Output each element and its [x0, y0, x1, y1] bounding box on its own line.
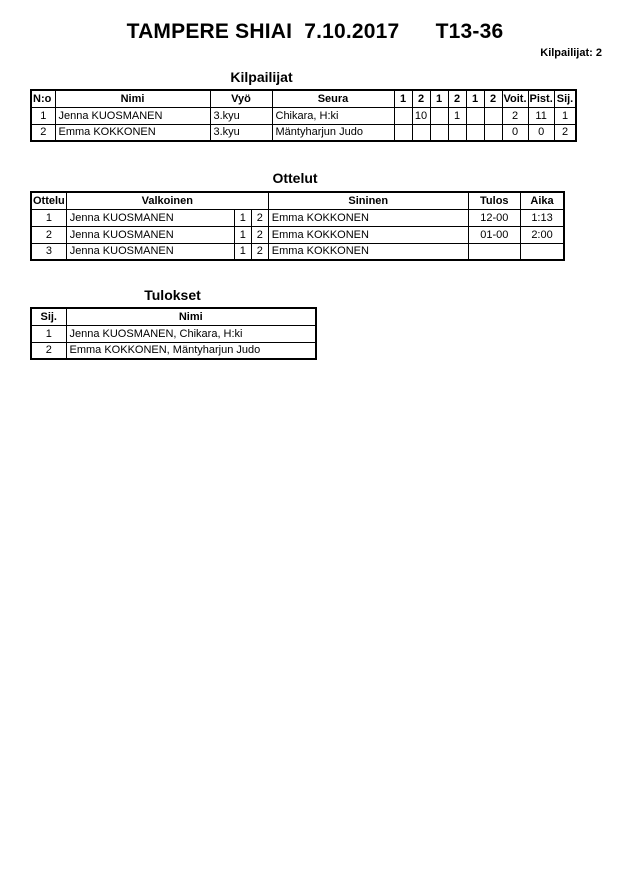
tulokset-heading: Tulokset [144, 287, 201, 303]
cell-score [412, 124, 430, 141]
table-row [31, 325, 316, 342]
cell-voit: 0 [502, 124, 528, 141]
cell-time: 2:00 [520, 226, 564, 243]
cell-no: 1 [31, 107, 55, 124]
cell-result: 01-00 [468, 226, 520, 243]
cell-result [468, 243, 520, 260]
col-header-score-4: 2 [448, 90, 466, 107]
col-header-score-1: 1 [394, 90, 412, 107]
col-header-no: N:o [31, 90, 55, 107]
cell-white-name: Jenna KUOSMANEN [66, 209, 234, 226]
cell-vyo: 3.kyu [210, 107, 272, 124]
cell-sij: 2 [554, 124, 576, 141]
table-row [31, 124, 576, 141]
ottelut-header-row [31, 192, 564, 209]
col-header-aika: Aika [520, 192, 564, 209]
col-header-voit: Voit. [502, 90, 528, 107]
cell-voit: 2 [502, 107, 528, 124]
cell-match-no: 1 [31, 209, 66, 226]
cell-seura: Chikara, H:ki [272, 107, 394, 124]
cell-result-name: Emma KOKKONEN, Mäntyharjun Judo [66, 342, 316, 359]
cell-score [430, 107, 448, 124]
kilpailijat-heading: Kilpailijat [230, 69, 293, 85]
col-header-nimi: Nimi [55, 90, 210, 107]
cell-blue-name: Emma KOKKONEN [268, 209, 468, 226]
ottelut-heading: Ottelut [272, 170, 318, 186]
cell-nimi: Jenna KUOSMANEN [55, 107, 210, 124]
cell-nimi: Emma KOKKONEN [55, 124, 210, 141]
cell-match-no: 2 [31, 226, 66, 243]
col-header-tulos: Tulos [468, 192, 520, 209]
cell-seura: Mäntyharjun Judo [272, 124, 394, 141]
cell-blue-no: 2 [251, 226, 268, 243]
cell-time [520, 243, 564, 260]
competitor-count: Kilpailijat: 2 [540, 47, 602, 59]
cell-score [466, 107, 484, 124]
col-header-score-6: 2 [484, 90, 502, 107]
tulokset-table [30, 307, 317, 360]
col-header-nimi: Nimi [66, 308, 316, 325]
col-header-pist: Pist. [528, 90, 554, 107]
cell-score [466, 124, 484, 141]
cell-sij: 1 [554, 107, 576, 124]
cell-result-name: Jenna KUOSMANEN, Chikara, H:ki [66, 325, 316, 342]
table-row [31, 107, 576, 124]
col-header-seura: Seura [272, 90, 394, 107]
cell-score: 10 [412, 107, 430, 124]
tulokset-header-row [31, 308, 316, 325]
cell-placement: 2 [31, 342, 66, 359]
cell-score [484, 107, 502, 124]
kilpailijat-header-row [31, 90, 576, 107]
cell-no: 2 [31, 124, 55, 141]
cell-blue-name: Emma KOKKONEN [268, 243, 468, 260]
col-header-score-2: 2 [412, 90, 430, 107]
cell-blue-no: 2 [251, 209, 268, 226]
cell-blue-name: Emma KOKKONEN [268, 226, 468, 243]
cell-score: 1 [448, 107, 466, 124]
cell-white-no: 1 [234, 209, 251, 226]
cell-score [394, 107, 412, 124]
col-header-sij: Sij. [31, 308, 66, 325]
table-row [31, 209, 564, 226]
col-header-ottelu: Ottelu [31, 192, 66, 209]
col-header-score-5: 1 [466, 90, 484, 107]
cell-white-name: Jenna KUOSMANEN [66, 226, 234, 243]
col-header-valkoinen: Valkoinen [66, 192, 268, 209]
cell-vyo: 3.kyu [210, 124, 272, 141]
cell-score [430, 124, 448, 141]
cell-white-no: 1 [234, 243, 251, 260]
col-header-sij: Sij. [554, 90, 576, 107]
col-header-sininen: Sininen [268, 192, 468, 209]
cell-score [394, 124, 412, 141]
table-row [31, 342, 316, 359]
cell-white-name: Jenna KUOSMANEN [66, 243, 234, 260]
table-row [31, 243, 564, 260]
cell-placement: 1 [31, 325, 66, 342]
cell-white-no: 1 [234, 226, 251, 243]
page-title: TAMPERE SHIAI 7.10.2017 T13-36 [126, 20, 504, 43]
cell-pist: 0 [528, 124, 554, 141]
col-header-score-3: 1 [430, 90, 448, 107]
cell-score [448, 124, 466, 141]
table-row [31, 226, 564, 243]
cell-time: 1:13 [520, 209, 564, 226]
kilpailijat-table [30, 89, 577, 142]
cell-match-no: 3 [31, 243, 66, 260]
ottelut-table [30, 191, 565, 261]
cell-blue-no: 2 [251, 243, 268, 260]
col-header-vyo: Vyö [210, 90, 272, 107]
cell-result: 12-00 [468, 209, 520, 226]
cell-score [484, 124, 502, 141]
cell-pist: 11 [528, 107, 554, 124]
